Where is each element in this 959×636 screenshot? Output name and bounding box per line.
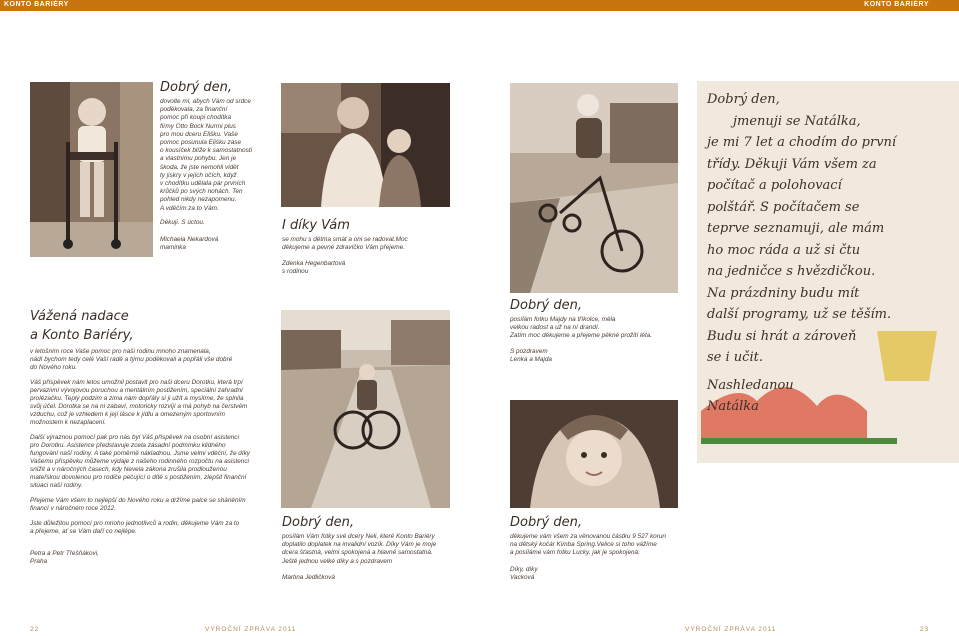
letter1-line: poděkovala, za finanční (160, 106, 228, 114)
letter3-paragraph-3 (30, 434, 270, 490)
letter4-line: posílám Vám fotky své dcery Neli, které Konto Bariéry (282, 533, 435, 540)
handwritten-line: Natálka (707, 399, 759, 414)
letter3-line: snížit a v náročných časech, kdy Nevela zákona zrušila prodlouženou (30, 466, 227, 473)
letter3-paragraph-4 (30, 497, 270, 513)
letter3-line: nádí bychom tedy celé Vaší radě a týmu poděkovali a popřáli vše dobré (30, 356, 233, 363)
handwritten-line: počítač a polohovací (707, 178, 842, 193)
letter3-line: situaci naší rodiny. (30, 482, 83, 489)
letter1-line: firmy Otto Bock Nurmi plus (160, 122, 236, 130)
letter3-line: vzduchu, což je vzhledem k její lásce k jídlu a omezeným sportovním (30, 411, 225, 418)
handwritten-line: třídy. Děkuji Vám všem za (707, 156, 877, 172)
letter6-heading: Dobrý den, (510, 515, 583, 530)
letter1-line: pomoc při koupi chodítka (160, 114, 232, 122)
signature-role: s rodinou (282, 268, 309, 276)
letter3-line: mateřskou dovolenou pro rodiče pečující o dítě s postižením, zlepšit finanční (30, 474, 247, 481)
letter1-sign (160, 236, 218, 252)
signature-greeting: Díky, díky (510, 566, 538, 573)
letter2-line: děkujeme a pevné zdravíčko Vám přejeme. (282, 244, 405, 252)
letter4-line: doplatilo doplatek na invalidní vozík. Díky Vám je moje (282, 541, 437, 549)
handwritten-line: Nashledanou (707, 377, 794, 393)
signature-name: Lenka a Majda (510, 356, 552, 364)
letter2-heading: I díky Vám (282, 218, 350, 233)
handwritten-line: další programy, už se těším. (707, 307, 892, 322)
letter5-body (510, 316, 690, 341)
handwritten-line: jmenuji se Natálka, (733, 113, 861, 129)
signature-city: Praha (30, 558, 48, 565)
letter3-line: v letošním roce Vaše pomoc pro naši rodinu mnoho znamenala, (30, 348, 211, 355)
footer-report-right: VÝROČNÍ ZPRÁVA 2011 (685, 626, 777, 633)
handwritten-line: Na prázdniny budu mít (707, 285, 860, 301)
letter1-line: A vděčím za to Vám. (160, 204, 219, 212)
handwritten-line: je mi 7 let a chodím do první (707, 135, 897, 150)
signature-greeting: S pozdravem (510, 348, 548, 355)
letter3-line: pervazivní vývojovou poruchou a mentálním postižením, speciální zahradní (30, 387, 243, 394)
signature-name: Vacková (510, 574, 535, 582)
letter3-heading-line: Vážená nadace (30, 309, 129, 324)
letter3-paragraph-1 (30, 348, 270, 372)
letter2-sign (282, 260, 345, 276)
photo-mother-child (281, 83, 450, 207)
handwritten-line: polštář. S počítačem se (707, 199, 860, 215)
signature-role: maminka (160, 244, 186, 252)
photo-girl-walker (30, 82, 153, 257)
letter3-line: Váš příspěvek nám letos umožnil postavit pro naši dceru Dorotku, která trpí (30, 379, 243, 386)
photo-baby-stroller (510, 400, 678, 508)
header-bar (0, 0, 959, 11)
letter5-line: Zatím moc děkujeme a přejeme pěkné prožití léta. (510, 332, 653, 340)
letter3-line: svůj účel. Dorotka se na ní zabaví, motoricky rozvíjí a má pohyb na čerstvém (30, 403, 248, 410)
letter6-line: na dětský kočár Kimba Spring.Velice si toho vážíme (510, 541, 657, 549)
letter5-line: posílám fotku Majdy na tříkolce, měla (510, 316, 616, 323)
handwritten-line: Budu si hrát a zároveň (707, 328, 857, 344)
handwritten-line: teprve seznamuji, ale mám (707, 221, 885, 236)
letter4-line: dcera šťastná, velmi spokojená a hlavně samostatná. (282, 549, 433, 557)
letter6-line: a posíláme vám fotku Lucky, jak je spokojená. (510, 549, 640, 557)
letter3-line: Jste důležitou pomocí pro mnoho jednotlivců a rodin, děkujeme Vám za to (30, 520, 240, 527)
handwritten-line: na jedničce s hvězdičkou. (707, 264, 876, 279)
letter3-body (30, 348, 270, 566)
letter1-line: v chodítku udělala pár prvních (160, 180, 246, 188)
letter1-line: a vlastnímu pohybu. Jen je (160, 155, 237, 163)
letter1-line: krůčků po svých nohách. Ten (160, 188, 243, 196)
header-title-right: KONTO BARIÉRY (864, 1, 929, 8)
header-title-left: KONTO BARIÉRY (4, 1, 69, 8)
handwritten-line: Dobrý den, (707, 92, 780, 107)
letter3-paragraph-2 (30, 379, 270, 427)
letter3-line: pro Dorotku. Asistence představuje zcela zásadní podmínku klidného (30, 442, 226, 449)
footer-report-left: VÝROČNÍ ZPRÁVA 2011 (205, 626, 297, 633)
letter3-line: prolézačku. Teplý podzim a zima nám dopřály si ji užít a myslíme, že splnila (30, 395, 244, 402)
photo-girl-wheelchair (281, 310, 450, 508)
letter3-line: možnostem k nezaplacení. (30, 419, 107, 426)
letter1-line: o kousíček blíže k samostatnosti (160, 147, 252, 155)
handwritten-line: ho moc ráda a už si čtu (707, 242, 861, 258)
letter3-line: financí v náročném roce 2012. (30, 505, 116, 512)
handwritten-line: se i učit. (707, 350, 763, 365)
letter3-paragraph-5 (30, 520, 270, 536)
letter2-body (282, 236, 452, 252)
signature-name: Zdenka Hegenbartová (282, 260, 346, 267)
letter4-heading: Dobrý den, (282, 515, 355, 530)
letter5-line: velkou radost a už na ní drandí. (510, 324, 600, 332)
page-number-left: 22 (30, 626, 40, 633)
letter5-heading: Dobrý den, (510, 298, 583, 313)
page-number-right: 23 (920, 626, 930, 633)
letter1-line: pomoc posunula Elišku zase (160, 139, 241, 147)
letter6-signature (510, 566, 538, 582)
letter6-body (510, 533, 690, 558)
letter1-heading: Dobrý den, (160, 80, 233, 95)
letter3-line: Přejeme Vám všem to nejlepší do Nového roku a držíme palce se sháněním (30, 497, 246, 504)
letter6-line: děkujeme vám všem za věnovanou částku 9 527 korun (510, 533, 666, 540)
photo-girl-tricycle (510, 83, 678, 293)
letter1-line: pro mou dceru Elišku. Vaše (160, 130, 238, 138)
letter4-signature: Martina Jedličková (282, 574, 335, 581)
letter4-body (282, 533, 457, 566)
letter3-line: do Nového roku. (30, 364, 77, 371)
letter3-line: Další výraznou pomocí pak pro nás byl Váš příspěvek na osobní asistenci (30, 434, 239, 441)
letter3-signature (30, 550, 270, 566)
letter3-heading-line: a Konto Bariéry, (30, 328, 134, 343)
letter1-thanks: Děkuji. S úctou. (160, 219, 205, 226)
letter3-line: Vašemu příspěvku můžeme výdaje z našeho rodinného rozpočtu na asistenci (30, 458, 249, 465)
letter3-line: fungování naší rodiny. A také poměrně nákladnou. Jsme velmi vděční, že díky (30, 450, 251, 457)
letter1-line: škoda, že jste nemohli vidět (160, 163, 239, 171)
signature-name: Michaela Nekardová (160, 236, 219, 243)
letter3-line: a přejeme, ať se Vám daří co nejlépe. (30, 528, 137, 535)
letter1-line: pohled nikdy nezapomenu. (160, 196, 237, 204)
signature-name: Petra a Petr Třešňákovi, (30, 550, 99, 557)
handwritten-letter (697, 81, 959, 463)
letter5-signature (510, 348, 552, 364)
letter1-line: dovolte mi, abych Vám od srdce (160, 98, 251, 105)
letter3-heading (30, 307, 134, 345)
letter1-body (160, 98, 272, 213)
letter4-line: Ještě jednou velké díky a s pozdravem (282, 557, 393, 565)
letter1-line: ty jiskry v jejích očích, když (160, 171, 237, 179)
letter2-line: se mohu s dětma smát a oni se radovat.Moc (282, 236, 408, 243)
